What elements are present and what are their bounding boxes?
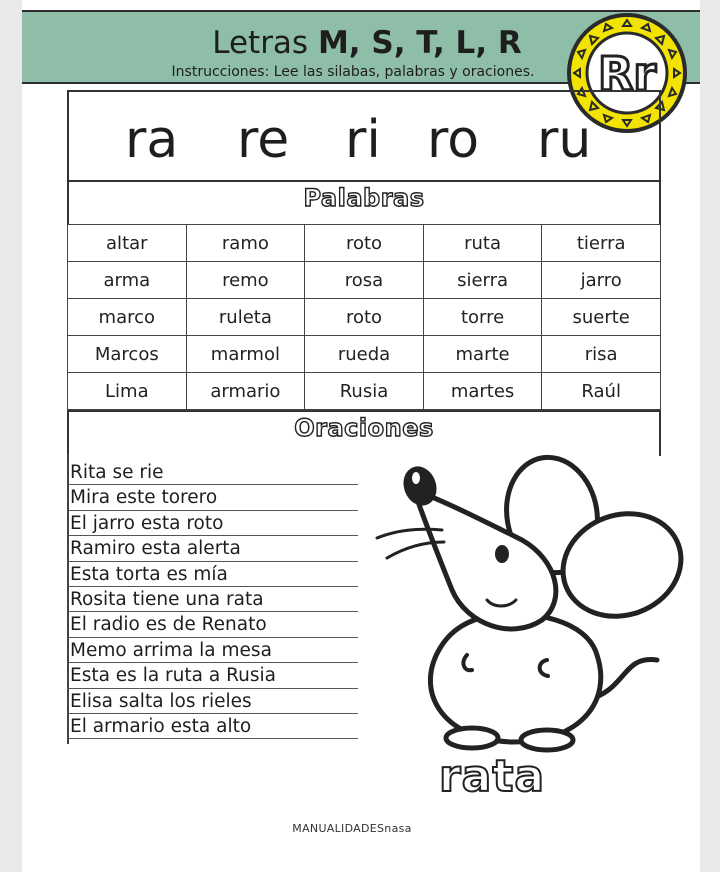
words-table <box>67 224 661 410</box>
word-cell: remo <box>186 262 305 299</box>
word-cell: altar <box>68 225 187 262</box>
sentence: Memo arrima la mesa <box>68 638 358 663</box>
page-title <box>182 26 552 60</box>
syllable: ri <box>345 110 381 170</box>
sentence: Rosita tiene una rata <box>68 587 358 612</box>
word-cell: ruta <box>423 225 542 262</box>
sentence: Elisa salta los rieles <box>68 689 358 714</box>
sentence: Mira este torero <box>68 485 358 510</box>
word-cell: arma <box>68 262 187 299</box>
words-section-header <box>67 180 661 224</box>
words-title: Palabras <box>303 184 425 212</box>
word-cell: Raúl <box>542 373 661 410</box>
word-cell: martes <box>423 373 542 410</box>
word-cell: marte <box>423 336 542 373</box>
sentences-list <box>68 460 358 739</box>
table-row <box>68 336 661 373</box>
table-row <box>68 373 661 410</box>
word-cell: torre <box>423 299 542 336</box>
sentence: Esta es la ruta a Rusia <box>68 663 358 688</box>
sentence: Ramiro esta alerta <box>68 536 358 561</box>
worksheet <box>22 0 700 872</box>
word-cell: marmol <box>186 336 305 373</box>
footer-credit: MANUALIDADESnasa <box>292 822 412 835</box>
sentences-title: Oraciones <box>294 414 434 442</box>
word-cell: suerte <box>542 299 661 336</box>
word-cell: Marcos <box>68 336 187 373</box>
picture-label: rata <box>438 751 546 802</box>
sentence: Esta torta es mía <box>68 562 358 587</box>
word-cell: marco <box>68 299 187 336</box>
sentence: El armario esta alto <box>68 714 358 739</box>
table-row <box>68 225 661 262</box>
syllable: re <box>237 110 290 170</box>
syllable: ra <box>125 110 179 170</box>
word-cell: ramo <box>186 225 305 262</box>
sentence: El radio es de Renato <box>68 612 358 637</box>
title-prefix: Letras <box>212 25 309 61</box>
table-row <box>68 299 661 336</box>
word-cell: ruleta <box>186 299 305 336</box>
syllable: ro <box>427 110 480 170</box>
word-cell: Rusia <box>305 373 424 410</box>
word-cell: tierra <box>542 225 661 262</box>
mouse-illustration <box>372 450 702 760</box>
table-row <box>68 262 661 299</box>
word-cell: jarro <box>542 262 661 299</box>
word-cell: Lima <box>68 373 187 410</box>
word-cell: roto <box>305 225 424 262</box>
syllable: ru <box>537 110 592 170</box>
sentence: El jarro esta roto <box>68 511 358 536</box>
instructions: Instrucciones: Lee las silabas, palabras y oraciones. <box>171 64 535 80</box>
sentence: Rita se rie <box>68 460 358 485</box>
syllables-box <box>67 90 661 180</box>
title-letters: M, S, T, L, R <box>317 25 522 61</box>
word-cell: risa <box>542 336 661 373</box>
badge-text: Rr <box>597 47 657 101</box>
word-cell: rosa <box>305 262 424 299</box>
word-cell: rueda <box>305 336 424 373</box>
word-cell: sierra <box>423 262 542 299</box>
word-cell: armario <box>186 373 305 410</box>
word-cell: roto <box>305 299 424 336</box>
